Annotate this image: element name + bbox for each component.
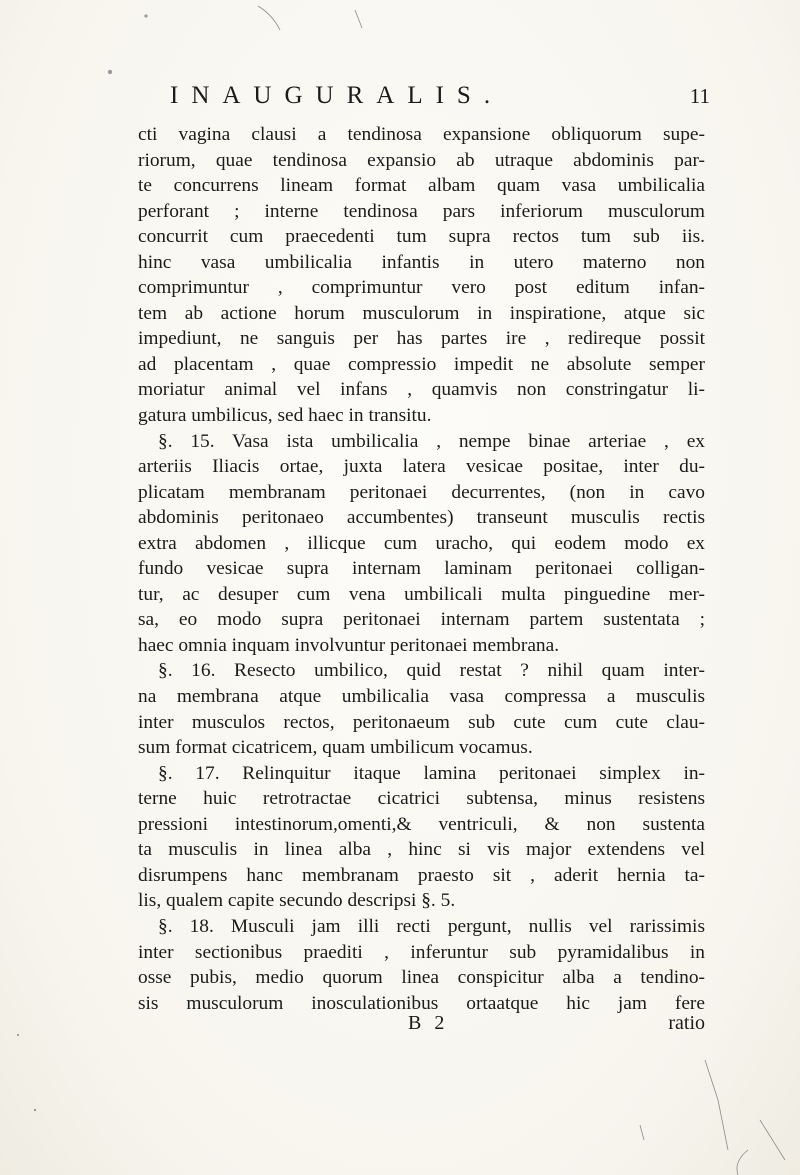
text-line: gatura umbilicus, sed haec in transitu.: [138, 405, 432, 427]
text-line: ad placentam , quae compressio impedit ne absolute semper: [138, 353, 705, 375]
text-line: perforant ; interne tendinosa pars inferiorum musculorum: [138, 200, 705, 222]
text-line: cti vagina clausi a tendinosa expansione obliquorum supe-: [138, 124, 705, 145]
text-line: moriatur animal vel infans , quamvis non constringatur li-: [138, 379, 705, 401]
text-line: fundo vesicae supra internam laminam peritonaei colligan-: [138, 558, 705, 580]
section-15-start: §. 15. Vasa ista umbilicalia , nempe binae arteriae , ex: [158, 430, 705, 452]
running-title: INAUGURALIS.: [170, 82, 504, 109]
text-line: plicatam membranam peritonaei decurrentes, (non in cavo: [138, 481, 705, 503]
scratch-mark: [355, 10, 362, 28]
text-line: inter sectionibus praediti , inferuntur sub pyramidalibus in: [138, 941, 705, 963]
text-line: pressioni intestinorum,omenti,& ventriculi, & non sustenta: [138, 813, 705, 835]
scratch-mark: [705, 1060, 728, 1150]
text-line: riorum, quae tendinosa expansio ab utraque abdominis par-: [138, 149, 705, 171]
speck: [108, 70, 112, 74]
text-line: tur, ac desuper cum vena umbilicali multa pinguedine mer-: [138, 583, 705, 605]
catchword: ratio: [668, 1012, 705, 1034]
text-line: inter musculos rectos, peritonaeum sub cute cum cute clau-: [138, 711, 705, 733]
speck: [144, 14, 147, 17]
scratch-mark: [760, 1120, 785, 1160]
text-line: impediunt, ne sanguis per has partes ire , redireque possit: [138, 328, 705, 350]
text-line: na membrana atque umbilicalia vasa compressa a musculis: [138, 686, 705, 708]
text-line: lis, qualem capite secundo descripsi §. 5.: [138, 890, 456, 912]
page-number: 11: [689, 84, 710, 108]
text-line: abdominis peritonaeo accumbentes) transeunt musculis rectis: [138, 507, 705, 529]
text-line: hinc vasa umbilicalia infantis in utero materno non: [138, 251, 705, 273]
signature-mark: B 2: [408, 1012, 449, 1034]
text-line: osse pubis, medio quorum linea conspicitur alba a tendino-: [138, 967, 705, 989]
scratch-mark: [737, 1150, 748, 1175]
text-line: extra abdomen , illicque cum uracho, qui eodem modo ex: [138, 532, 705, 554]
text-line: ta musculis in linea alba , hinc si vis major extendens vel: [138, 839, 705, 861]
page-footer: [138, 1012, 705, 1040]
text-line: concurrit cum praecedenti tum supra rectos tum sub iis.: [138, 226, 705, 248]
speck: [17, 1034, 19, 1036]
text-line: comprimuntur , comprimuntur vero post editum infan-: [138, 277, 705, 299]
specks: [17, 14, 148, 1111]
text-line: tem ab actione horum musculorum in inspiratione, atque sic: [138, 302, 705, 324]
text-line: sa, eo modo supra peritonaei internam partem sustentata ;: [138, 609, 705, 631]
section-17-start: §. 17. Relinquitur itaque lamina peritonaei simplex in-: [158, 762, 705, 784]
text-line: arteriis Iliacis ortae, juxta latera vesicae positae, inter du-: [138, 456, 705, 478]
section-16-start: §. 16. Resecto umbilico, quid restat ? nihil quam inter-: [158, 660, 705, 682]
text-line: haec omnia inquam involvuntur peritonaei membrana.: [138, 634, 560, 656]
text-line: te concurrens lineam format albam quam vasa umbilicalia: [138, 175, 705, 197]
speck: [34, 1109, 36, 1111]
text-line: sis musculorum inosculationibus ortaatque hic jam fere: [138, 992, 705, 1014]
body-text: [138, 122, 705, 1016]
section-18-start: §. 18. Musculi jam illi recti pergunt, nullis vel rarissimis: [158, 915, 705, 937]
text-line: sum format cicatricem, quam umbilicum vocamus.: [138, 737, 533, 759]
text-line: terne huic retrotractae cicatrici subtensa, minus resistens: [138, 788, 705, 810]
scratch-mark: [258, 6, 280, 30]
page-header: [170, 82, 710, 114]
scratch-mark: [640, 1125, 644, 1140]
text-line: disrumpens hanc membranam praesto sit , aderit hernia ta-: [138, 864, 705, 886]
